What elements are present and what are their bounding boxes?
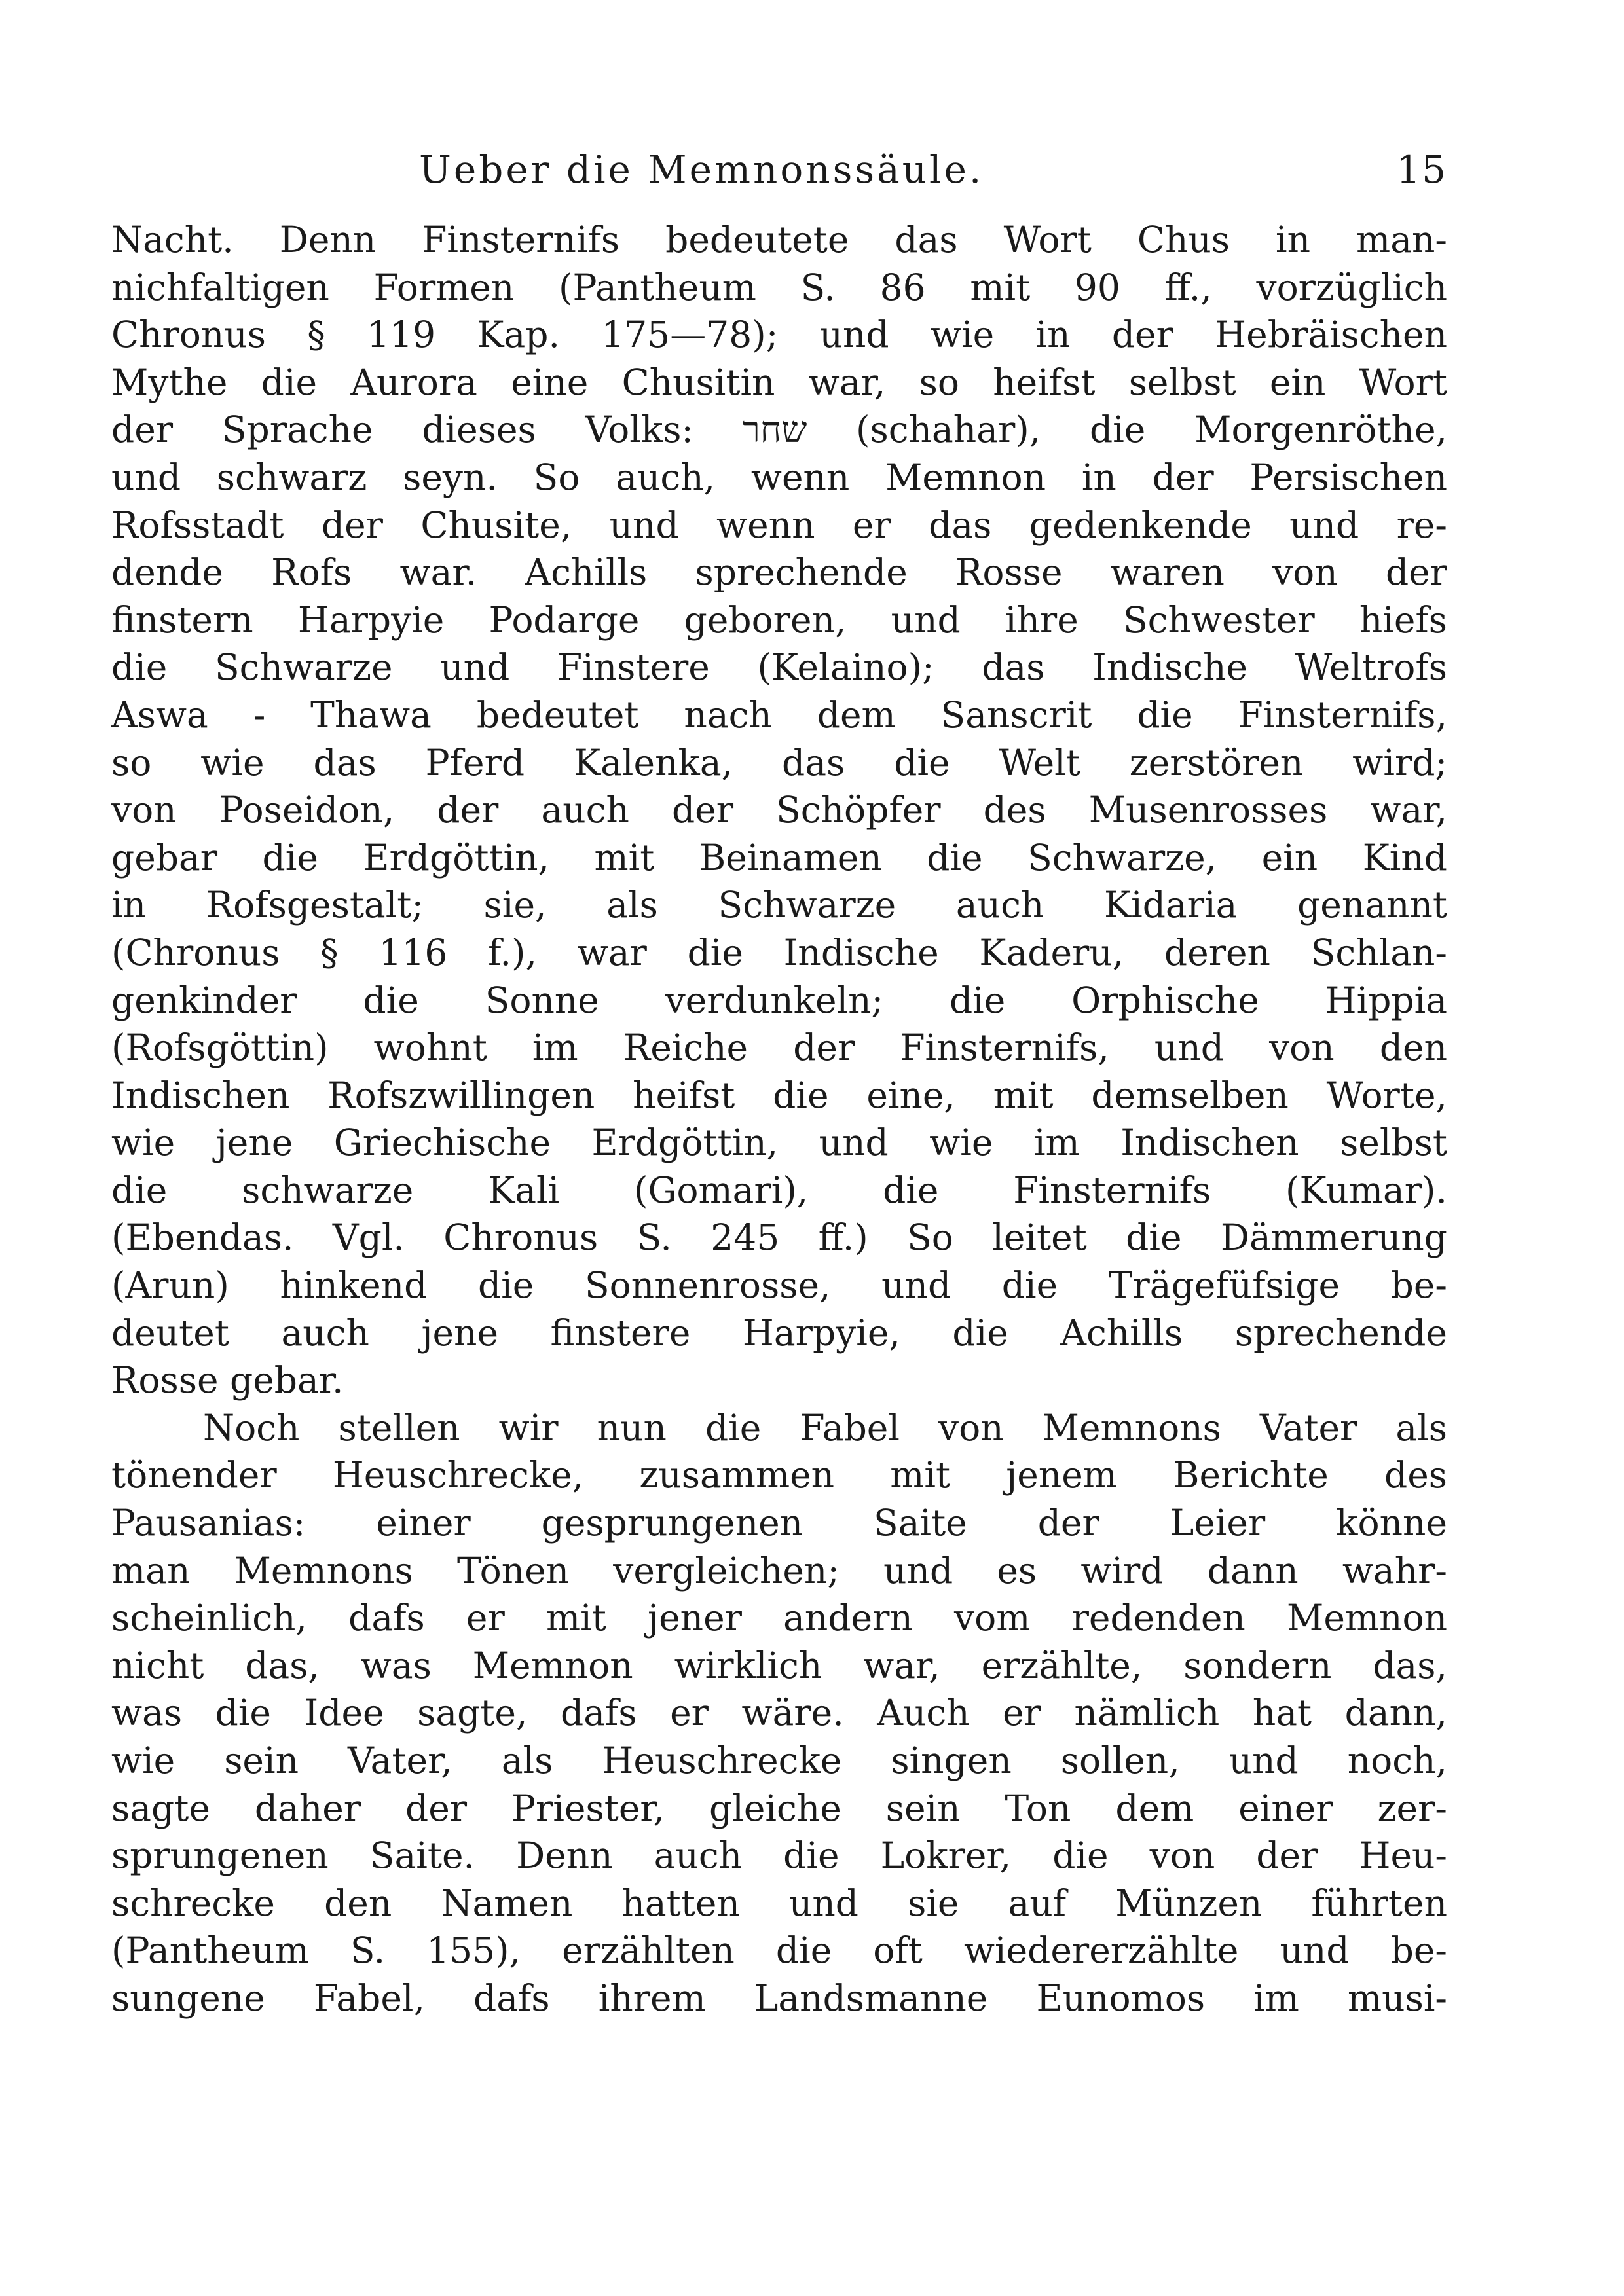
text-line: wie sein Vater, als Heuschrecke singen sollen, und noch, — [111, 1740, 1447, 1781]
text-line: wie jene Griechische Erdgöttin, und wie im Indischen selbst — [111, 1121, 1447, 1164]
text-line: sungene Fabel, dafs ihrem Landsmanne Eunomos im musi- — [111, 1977, 1447, 2019]
text-line: Aswa - Thawa bedeutet nach dem Sanscrit die Finsternifs, — [111, 693, 1447, 736]
text-line: Chronus § 119 Kap. 175—78); und wie in der Hebräischen — [111, 314, 1447, 356]
text-line: gebar die Erdgöttin, mit Beinamen die Schwarze, ein Kind — [111, 836, 1447, 879]
text-line: sprungenen Saite. Denn auch die Lokrer, die von der Heu- — [111, 1834, 1447, 1877]
text-line: (Arun) hinkend die Sonnenrosse, und die Trägefüfsige be- — [111, 1264, 1447, 1307]
text-line: von Poseidon, der auch der Schöpfer des Musenrosses war, — [111, 789, 1447, 831]
text-line: Mythe die Aurora eine Chusitin war, so heifst selbst ein Wort — [111, 361, 1447, 403]
text-line: schrecke den Namen hatten und sie auf Münzen führten — [111, 1882, 1447, 1924]
text-line: und schwarz seyn. So auch, wenn Memnon in der Persischen — [111, 456, 1447, 498]
text-line: so wie das Pferd Kalenka, das die Welt zerstören wird; — [111, 741, 1447, 784]
text-line: nicht das, was Memnon wirklich war, erzählte, sondern das, — [111, 1644, 1447, 1686]
text-line: genkinder die Sonne verdunkeln; die Orphische Hippia — [111, 979, 1447, 1021]
text-line: (Rofsgöttin) wohnt im Reiche der Finsternifs, und von den — [111, 1027, 1447, 1069]
body-text — [111, 216, 1447, 2022]
text-line: tönender Heuschrecke, zusammen mit jenem Berichte des — [111, 1454, 1447, 1497]
paragraph-end-line: Rosse gebar. — [111, 1359, 344, 1402]
text-line: in Rofsgestalt; sie, als Schwarze auch Kidaria genannt — [111, 884, 1447, 926]
text-line: dende Rofs war. Achills sprechende Rosse waren von der — [111, 551, 1447, 594]
text-line: (Pantheum S. 155), erzählten die oft wiedererzählte und be- — [111, 1929, 1447, 1972]
text-line: (Chronus § 116 f.), war die Indische Kaderu, deren Schlan- — [111, 931, 1447, 974]
text-line: man Memnons Tönen vergleichen; und es wird dann wahr- — [111, 1549, 1447, 1592]
running-title: Ueber die Memnonssäule. — [419, 147, 984, 192]
text-line: der Sprache dieses Volks: שחר (schahar), die Morgenröthe, — [111, 409, 1447, 451]
text-line: Nacht. Denn Finsternifs bedeutete das Wort Chus in man- — [111, 219, 1447, 261]
text-line: die schwarze Kali (Gomari), die Finsternifs (Kumar). — [111, 1169, 1447, 1211]
text-line: Pausanias: einer gesprungenen Saite der Leier könne — [111, 1502, 1447, 1544]
text-line: die Schwarze und Finstere (Kelaino); das Indische Weltrofs — [111, 646, 1447, 689]
text-line: (Ebendas. Vgl. Chronus S. 245 ff.) So leitet die Dämmerung — [111, 1216, 1447, 1259]
text-line: finstern Harpyie Podarge geboren, und ihre Schwester hiefs — [111, 598, 1447, 641]
paragraph-start-line: Noch stellen wir nun die Fabel von Memnons Vater als — [203, 1406, 1447, 1449]
page-number: 15 — [1396, 147, 1447, 192]
text-line: sagte daher der Priester, gleiche sein Ton dem einer zer- — [111, 1787, 1447, 1829]
text-line: nichfaltigen Formen (Pantheum S. 86 mit 90 ff., vorzüglich — [111, 266, 1447, 308]
text-line: Rofsstadt der Chusite, und wenn er das gedenkende und re- — [111, 503, 1447, 546]
page-header — [111, 147, 1447, 200]
text-line: deutet auch jene finstere Harpyie, die Achills sprechende — [111, 1311, 1447, 1354]
text-line: was die Idee sagte, dafs er wäre. Auch er nämlich hat dann, — [111, 1692, 1447, 1734]
text-line: scheinlich, dafs er mit jener andern vom redenden Memnon — [111, 1597, 1447, 1639]
text-line: Indischen Rofszwillingen heifst die eine, mit demselben Worte, — [111, 1074, 1447, 1116]
